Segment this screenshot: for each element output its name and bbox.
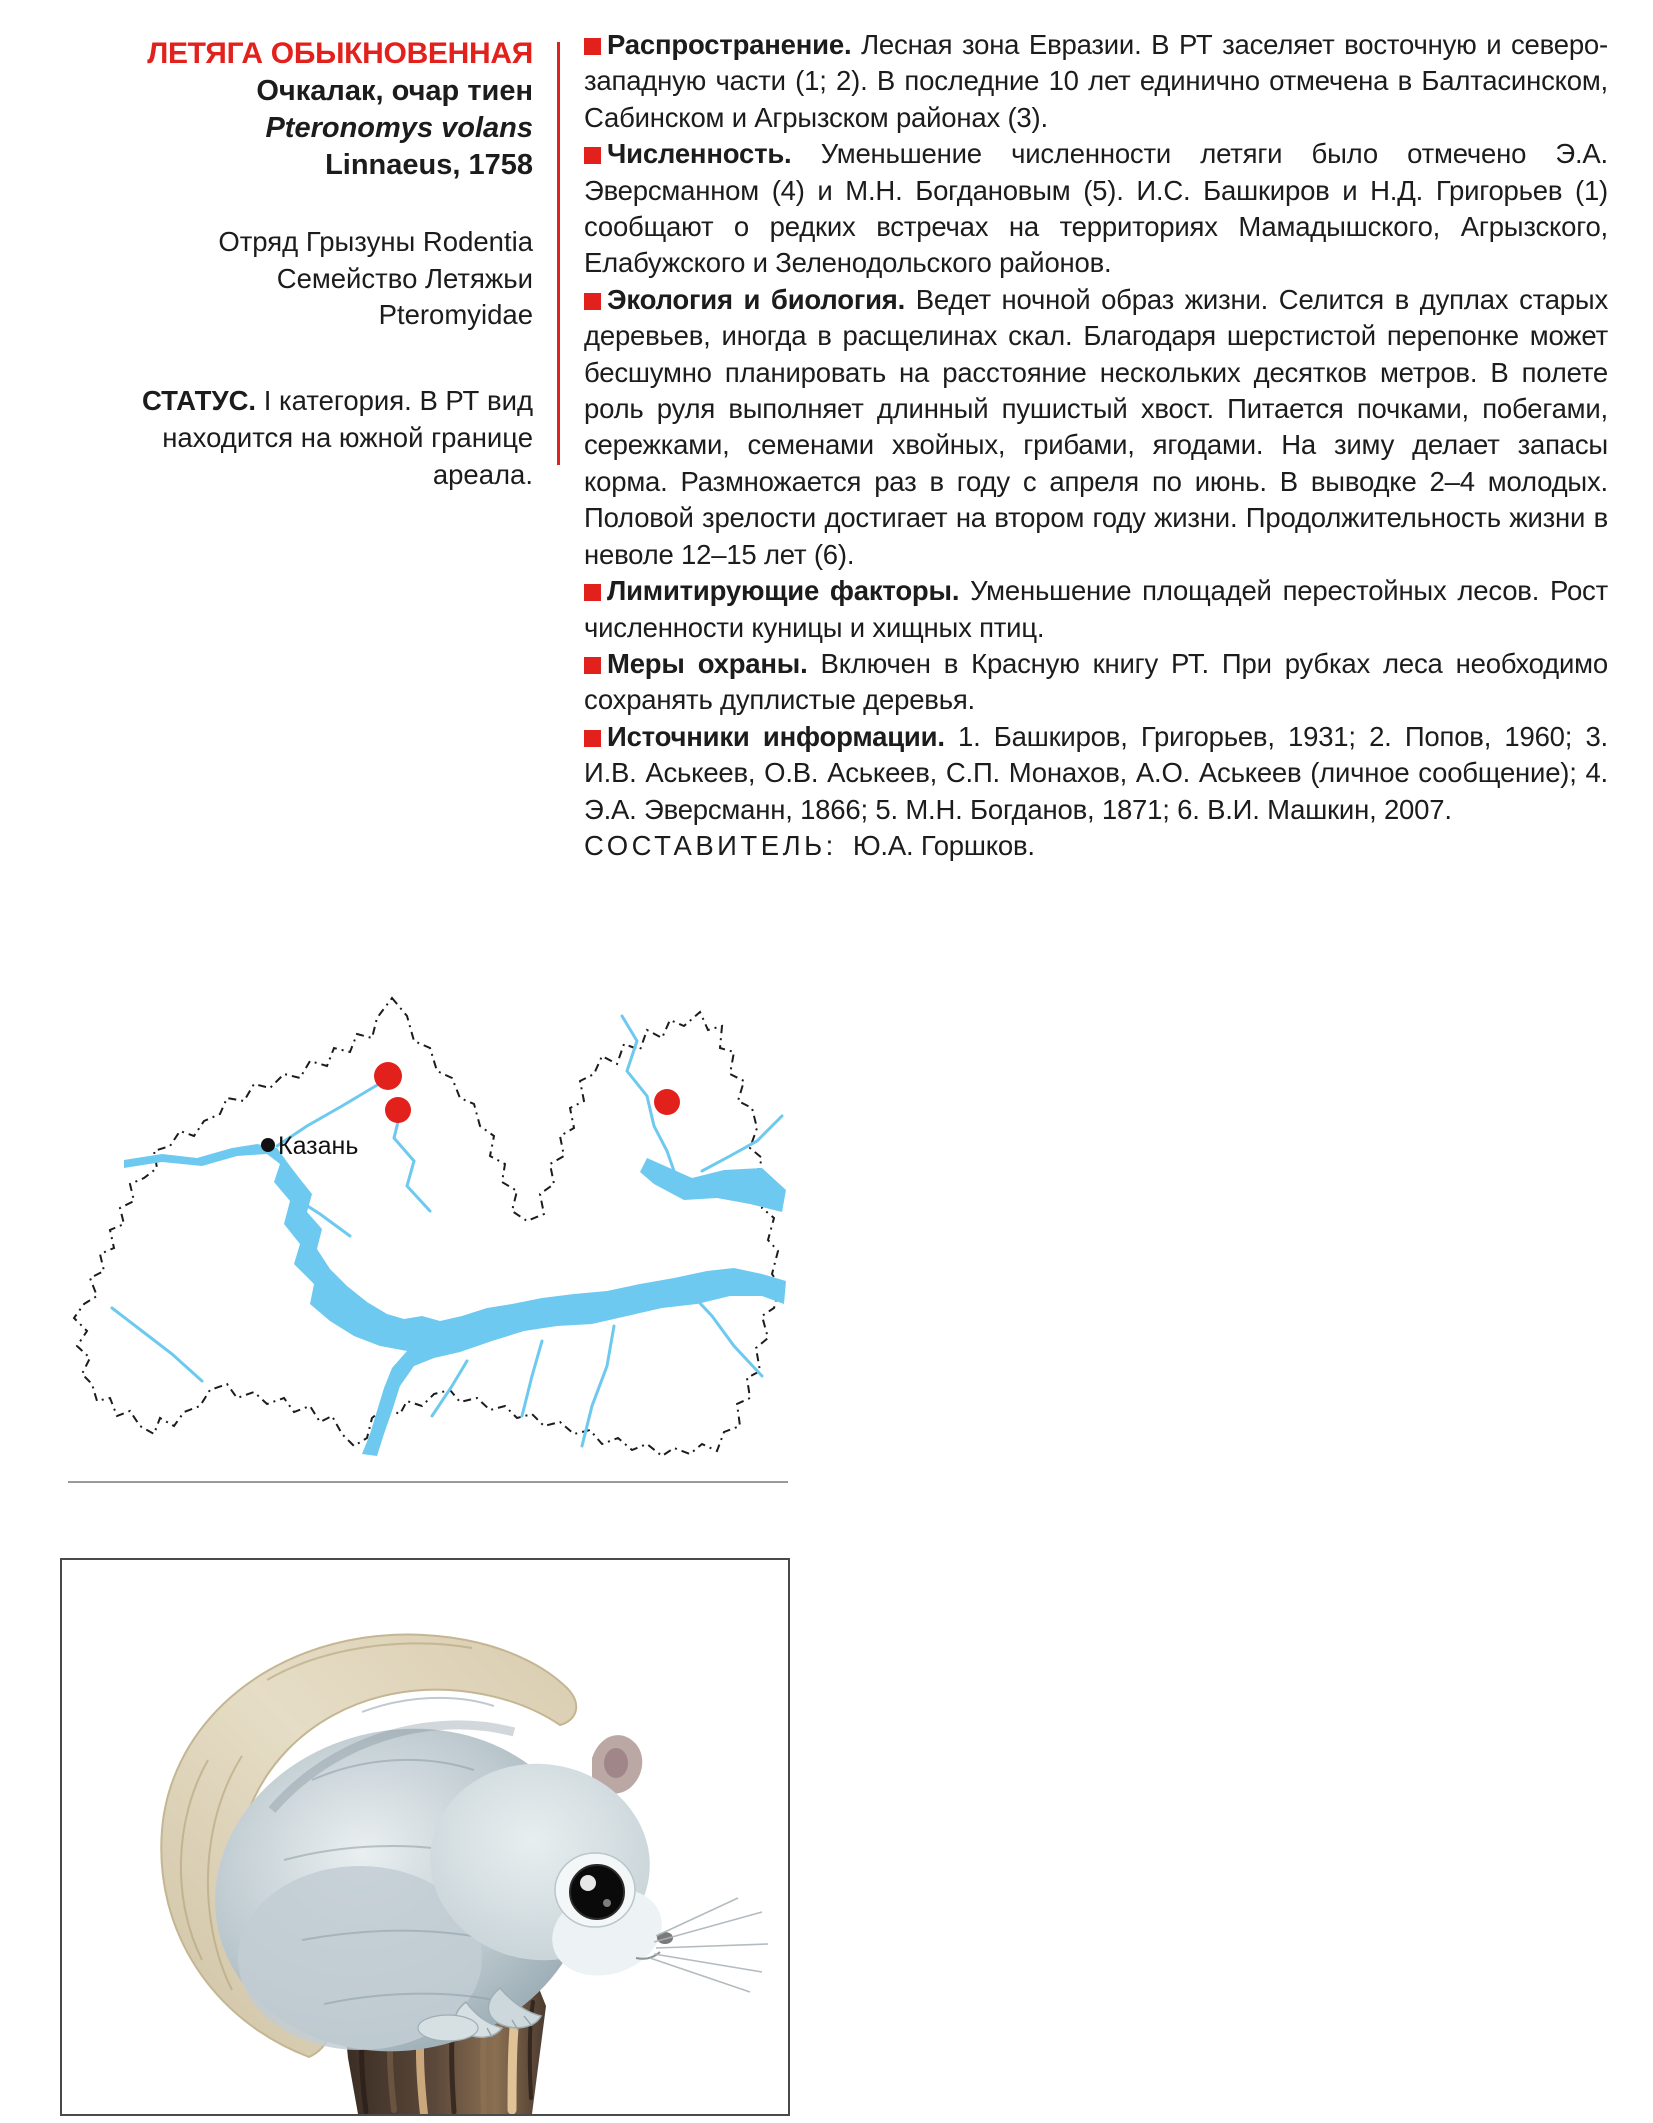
status-label: СТАТУС. (141, 384, 257, 416)
species-local-names: Очкалак, очар тиен (256, 75, 533, 107)
section-limiting-factors (584, 573, 1608, 646)
squirrel-eye (570, 1865, 624, 1919)
section-body: Уменьшение численности летяги было отмечено Э.А. Эверсманном (4) и М.Н. Богдановым (5). И.С. Башкиров и Н.Д. Григорьев (1) сообщают о редких встречах на территориях Мамадышского, Агрызского, Елабужского и Зеленодольского районов. (584, 138, 1608, 279)
squirrel-eye-highlight (580, 1875, 596, 1891)
squirrel-inner-ear (604, 1748, 628, 1778)
section-heading: Численность. (607, 138, 792, 170)
compiler-label: СОСТАВИТЕЛЬ: (584, 829, 837, 861)
family-line: Семейство Летяжьи (276, 262, 533, 294)
occurrence-dot (374, 1062, 402, 1090)
occurrence-dot (654, 1089, 680, 1115)
water-bodies (124, 1144, 786, 1456)
order-line: Отряд Грызуны Rodentia (218, 226, 533, 257)
section-heading: Лимитирующие факторы. (607, 575, 960, 607)
city-dot (261, 1138, 275, 1152)
section-heading: Распространение. (607, 29, 852, 60)
city-label: Казань (278, 1132, 359, 1160)
section-bullet-icon (584, 38, 601, 55)
section-bullet-icon (584, 730, 601, 747)
tatarstan-map-svg (62, 986, 790, 1464)
section-bullet-icon (584, 293, 601, 310)
section-body: 1. Башкиров, Григорьев, 1931; 2. Попов, 1960; 3. И.В. Аськеев, О.В. Аськеев, С.П. Монахов, А.О. Аськеев (личное сообщение); 4. Э.А. Эверсманн, 1866; 5. М.Н. Богданов, 1871; 6. В.И. Машкин, 2007. (584, 720, 1608, 825)
family-latin: Pteromyidae (378, 299, 533, 330)
species-scientific-name: Pteronomys volans (265, 112, 533, 144)
species-article (584, 27, 1608, 864)
occurrence-dots (374, 1062, 680, 1123)
section-bullet-icon (584, 147, 601, 164)
map-separator-rule (68, 1481, 788, 1483)
occurrence-dot (385, 1097, 411, 1123)
section-abundance (584, 136, 1608, 282)
status-text: I категория. В РТ вид находится на южной границе ареала. (162, 384, 533, 490)
rivers (112, 1016, 782, 1446)
section-body: Уменьшение площадей перестойных лесов. Рост численности куницы и хищных птиц. (584, 575, 1608, 643)
range-map (62, 986, 790, 1464)
species-illustration-frame (60, 1558, 790, 2116)
species-header (55, 34, 533, 493)
section-heading: Меры охраны. (607, 647, 808, 679)
status-block (55, 382, 533, 493)
compiler-name: Ю.А. Горшков. (852, 829, 1035, 861)
section-ecology (584, 282, 1608, 573)
section-bullet-icon (584, 584, 601, 601)
region-border (74, 998, 780, 1456)
squirrel-whiskers (650, 1898, 768, 1992)
species-author-year: Linnaeus, 1758 (325, 149, 533, 181)
compiler-line (584, 828, 1608, 864)
section-heading: Источники информации. (607, 720, 945, 752)
section-protection (584, 646, 1608, 719)
section-body: Включен в Красную книгу РТ. При рубках леса необходимо сохранять дуплистые деревья. (584, 647, 1608, 716)
species-title-ru: ЛЕТЯГА ОБЫКНОВЕННАЯ (147, 37, 533, 70)
section-body: Ведет ночной образ жизни. Селится в дуплах старых деревьев, иногда в расщелинах скал. Благодаря шерстистой перепонке может бесшумно планировать на расстояние нескольких десятков метров. В полете роль руля выполняет длинный пушистый хвост. Питается почками, побегами, сережками, семенами хвойных, грибами, ягодами. На зиму делает запасы корма. Размножается раз в году с апреля по июнь. В выводке 2–4 молодых. Половой зрелости достигает на втором году жизни. Продолжительность жизни в неволе 12–15 лет (6). (584, 283, 1609, 570)
section-bullet-icon (584, 657, 601, 674)
section-distribution (584, 27, 1608, 136)
section-heading: Экология и биология. (607, 283, 906, 315)
section-sources (584, 719, 1608, 828)
taxonomy-block (55, 224, 533, 334)
flying-squirrel-illustration (62, 1560, 788, 2114)
section-body: Лесная зона Евразии. В РТ заселяет восточную и северо-западную части (1; 2). В последние 10 лет единично отмечена в Балтасинском, Сабинском и Агрызском районах (3). (584, 29, 1608, 133)
column-divider-rule (557, 42, 560, 465)
